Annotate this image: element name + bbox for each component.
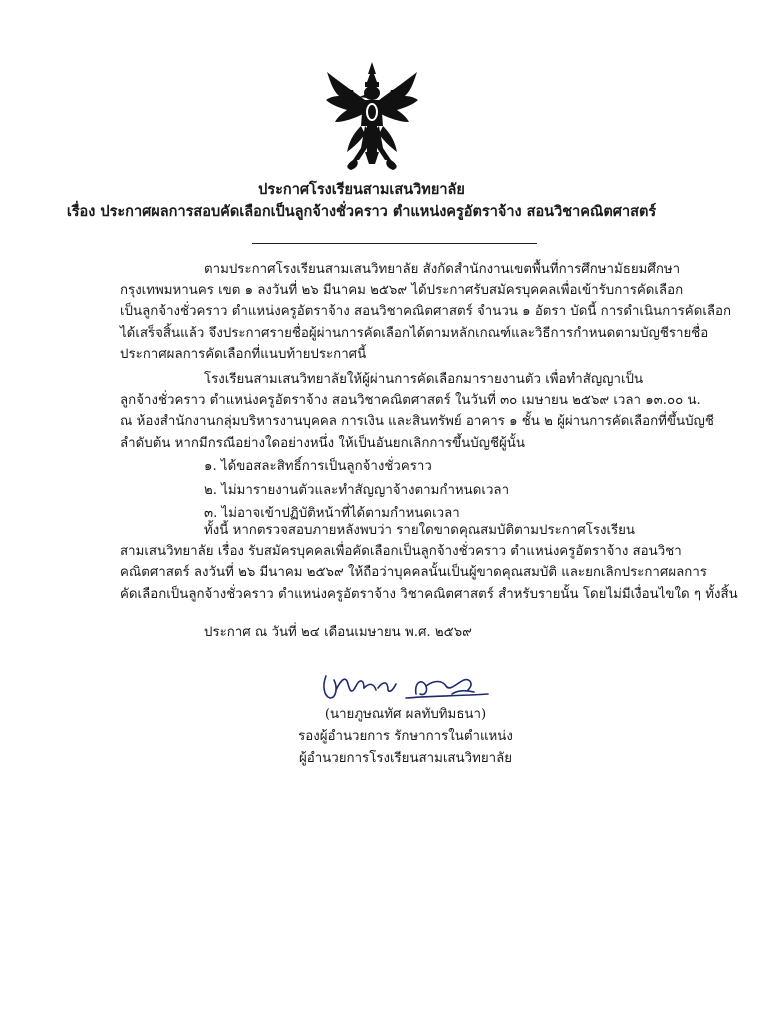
text-line: ตามประกาศโรงเรียนสามเสนวิทยาลัย สังกัดสำนักงานเขตพื้นที่การศึกษามัธยมศึกษา bbox=[204, 262, 681, 277]
text-line: ได้เสร็จสิ้นแล้ว จึงประกาศรายชื่อผู้ผ่านการคัดเลือกได้ตามหลักเกณฑ์และวิธีการกำหนดตามบัญชีรายชื่อ bbox=[120, 325, 709, 341]
signer-name: (นายภูษณทัศ ผลทับทิมธนา) bbox=[324, 707, 487, 722]
announcement-title: ประกาศโรงเรียนสามเสนวิทยาลัย bbox=[258, 181, 465, 198]
text-line: ประกาศผลการคัดเลือกที่แนบท้ายประกาศนี้ bbox=[120, 346, 367, 362]
title-divider bbox=[252, 243, 537, 244]
text-line: สามเสนวิทยาลัย เรื่อง รับสมัครบุคคลเพื่อคัดเลือกเป็นลูกจ้างชั่วคราว ตำแหน่งครูอัตราจ้าง สอนวิชา bbox=[120, 544, 682, 560]
text-line: ณ ห้องสำนักงานกลุ่มบริหารงานบุคคล การเงิน และสินทรัพย์ อาคาร ๑ ชั้น ๒ ผู้ผ่านการคัดเลือกที่ขึ้นบัญชี bbox=[120, 414, 714, 430]
list-item: ๒. ไม่มารายงานตัวและทำสัญญาจ้างตามกำหนดเวลา bbox=[204, 483, 510, 498]
paragraph-1 bbox=[120, 259, 732, 365]
text-line: โรงเรียนสามเสนวิทยาลัยให้ผู้ผ่านการคัดเลือกมารายงานตัว เพื่อทำสัญญาเป็น bbox=[204, 372, 644, 387]
list-item: ๓. ไม่อาจเข้าปฏิบัติหน้าที่ได้ตามกำหนดเวลา bbox=[204, 506, 460, 521]
paragraph-2 bbox=[120, 369, 714, 454]
text-line: เป็นลูกจ้างชั่วคราว ตำแหน่งครูอัตราจ้าง สอนวิชาคณิตศาสตร์ จำนวน ๑ อัตรา บัดนี้ การดำเนินการคัดเลือก bbox=[120, 304, 732, 320]
text-line: กรุงเทพมหานคร เขต ๑ ลงวันที่ ๒๖ มีนาคม ๒๕๖๙ ได้ประกาศรับสมัครบุคคลเพื่อเข้ารับการคัดเลือก bbox=[120, 283, 684, 299]
text-line: ลำดับต้น หากมีกรณีอย่างใดอย่างหนึ่ง ให้เป็นอันยกเลิกการขึ้นบัญชีผู้นั้น bbox=[120, 435, 525, 451]
signer-position-1: รองผู้อำนวยการ รักษาการในตำแหน่ง bbox=[298, 729, 513, 744]
garuda-emblem-icon bbox=[323, 60, 421, 172]
text-line: คัดเลือกเป็นลูกจ้างชั่วคราว ตำแหน่งครูอัตราจ้าง วิชาคณิตศาสตร์ สำหรับรายนั้น โดยไม่มีเงื่อนไขใด ๆ ทั้งสิ้น bbox=[120, 586, 738, 602]
text-line: ทั้งนี้ หากตรวจสอบภายหลังพบว่า รายใดขาดคุณสมบัติตามประกาศโรงเรียน bbox=[204, 523, 636, 538]
list-item: ๑. ได้ขอสละสิทธิ์การเป็นลูกจ้างชั่วคราว bbox=[204, 459, 432, 474]
announcement-date: ประกาศ ณ วันที่ ๒๔ เดือนเมษายน พ.ศ. ๒๕๖๙ bbox=[204, 625, 472, 640]
announcement-subject: เรื่อง ประกาศผลการสอบคัดเลือกเป็นลูกจ้างชั่วคราว ตำแหน่งครูอัตราจ้าง สอนวิชาคณิตศาสตร์ bbox=[66, 203, 657, 220]
text-line: คณิตศาสตร์ ลงวันที่ ๒๖ มีนาคม ๒๕๖๙ ให้ถือว่าบุคคลนั้นเป็นผู้ขาดคุณสมบัติ และยกเลิกประกาศผลการ bbox=[120, 565, 707, 581]
text-line: ลูกจ้างชั่วคราว ตำแหน่งครูอัตราจ้าง สอนวิชาคณิตศาสตร์ ในวันที่ ๓๐ เมษายน ๒๕๖๙ เวลา ๑๓.๐๐ น. bbox=[120, 393, 701, 409]
signer-position-2: ผู้อำนวยการโรงเรียนสามเสนวิทยาลัย bbox=[298, 751, 513, 766]
handwritten-signature bbox=[318, 664, 498, 704]
paragraph-3 bbox=[120, 520, 738, 605]
